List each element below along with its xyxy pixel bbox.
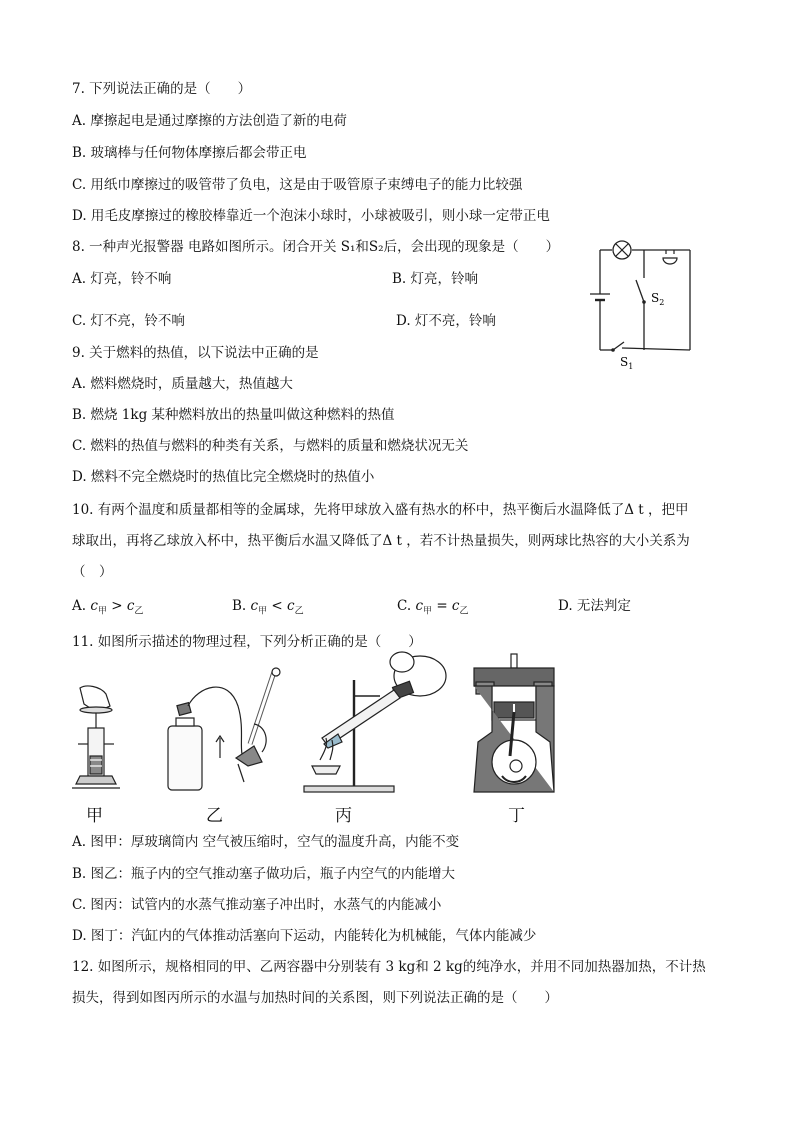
lamp-icon bbox=[613, 241, 631, 259]
q7-option-d: D. 用毛皮摩擦过的橡胶棒靠近一个泡沫小球时，小球被吸引，则小球一定带正电 bbox=[72, 208, 550, 224]
fire-syringe-figure bbox=[66, 684, 124, 796]
q9-option-a: A. 燃料燃烧时，质量越大，热值越大 bbox=[72, 376, 293, 392]
q8-option-b: B. 灯亮，铃响 bbox=[392, 271, 479, 287]
q10-option-c: C. $c_甲 = c_乙$ bbox=[397, 598, 469, 617]
q11-option-b: B. 图乙：瓶子内的空气推动塞子做功后，瓶子内空气的内能增大 bbox=[72, 866, 456, 882]
q9-stem: 9. 关于燃料的热值，以下说法中正确的是 bbox=[72, 345, 319, 361]
q11-stem: 11. 如图所示描述的物理过程，下列分析正确的是（ ） bbox=[72, 634, 422, 650]
caption-yi: 乙 bbox=[206, 806, 223, 826]
q7-option-b: B. 玻璃棒与任何物体摩擦后都会带正电 bbox=[72, 145, 307, 161]
q7-option-a: A. 摩擦起电是通过摩擦的方法创造了新的电荷 bbox=[72, 113, 347, 129]
q8-stem: 8. 一种声光报警器 电路如图所示。闭合开关 S₁和S₂后，会出现的现象是（ ） bbox=[72, 239, 560, 255]
q12-line-1: 12. 如图所示，规格相同的甲、乙两容器中分别装有 3 kg和 2 kg的纯净水，并用不同加热器加热，不计热 bbox=[72, 959, 706, 975]
q9-option-b: B. 燃烧 1kg 某种燃料放出的热量叫做这种燃料的热值 bbox=[72, 407, 395, 423]
switch-s1-icon bbox=[611, 342, 624, 352]
q10-option-b: B. $c_甲 < c_乙$ bbox=[232, 598, 304, 617]
test-tube-stand-figure bbox=[298, 640, 454, 796]
q8-option-d: D. 灯不亮，铃响 bbox=[396, 313, 496, 329]
q11-option-c: C. 图丙：试管内的水蒸气推动塞子冲出时，水蒸气的内能减小 bbox=[72, 897, 442, 913]
bell-icon bbox=[663, 250, 677, 264]
s1-label: $S_1$ bbox=[620, 355, 634, 371]
q10-line-2: 球取出，再将乙球放入杯中，热平衡后水温又降低了Δ t ，若不计热量损失，则两球比热容的大小关系为 bbox=[72, 533, 690, 549]
q7-stem: 7. 下列说法正确的是（ ） bbox=[72, 81, 252, 97]
q10-option-d: D. 无法判定 bbox=[558, 598, 631, 614]
q10-line-3: （ ） bbox=[72, 564, 113, 580]
bottle-pump-figure bbox=[158, 666, 294, 796]
q8-circuit-diagram bbox=[580, 236, 700, 372]
q9-option-d: D. 燃料不完全燃烧时的热值比完全燃烧时的热值小 bbox=[72, 469, 375, 485]
q12-line-2: 损失，得到如图丙所示的水温与加热时间的关系图，则下列说法正确的是（ ） bbox=[72, 990, 558, 1006]
caption-bing: 丙 bbox=[335, 806, 352, 826]
q7-option-c: C. 用纸巾摩擦过的吸管带了负电，这是由于吸管原子束缚电子的能力比较强 bbox=[72, 177, 523, 193]
caption-ding: 丁 bbox=[508, 806, 525, 826]
caption-jia: 甲 bbox=[86, 806, 103, 826]
q10-option-a: A. $c_甲 > c_乙$ bbox=[72, 598, 144, 617]
q10-line-1: 10. 有两个温度和质量都相等的金属球，先将甲球放入盛有热水的杯中，热平衡后水温降低了Δ t ，把甲 bbox=[72, 502, 689, 518]
engine-cylinder-figure bbox=[470, 652, 558, 796]
q8-option-c: C. 灯不亮，铃不响 bbox=[72, 313, 185, 329]
switch-s2-icon bbox=[636, 280, 646, 304]
q11-option-d: D. 图丁：汽缸内的气体推动活塞向下运动，内能转化为机械能，气体内能减少 bbox=[72, 928, 537, 944]
q8-option-a: A. 灯亮，铃不响 bbox=[72, 271, 172, 287]
s2-label: $S_2$ bbox=[651, 291, 665, 307]
q11-option-a: A. 图甲：厚玻璃筒内 空气被压缩时，空气的温度升高，内能不变 bbox=[72, 834, 460, 850]
q9-option-c: C. 燃料的热值与燃料的种类有关系，与燃料的质量和燃烧状况无关 bbox=[72, 438, 469, 454]
